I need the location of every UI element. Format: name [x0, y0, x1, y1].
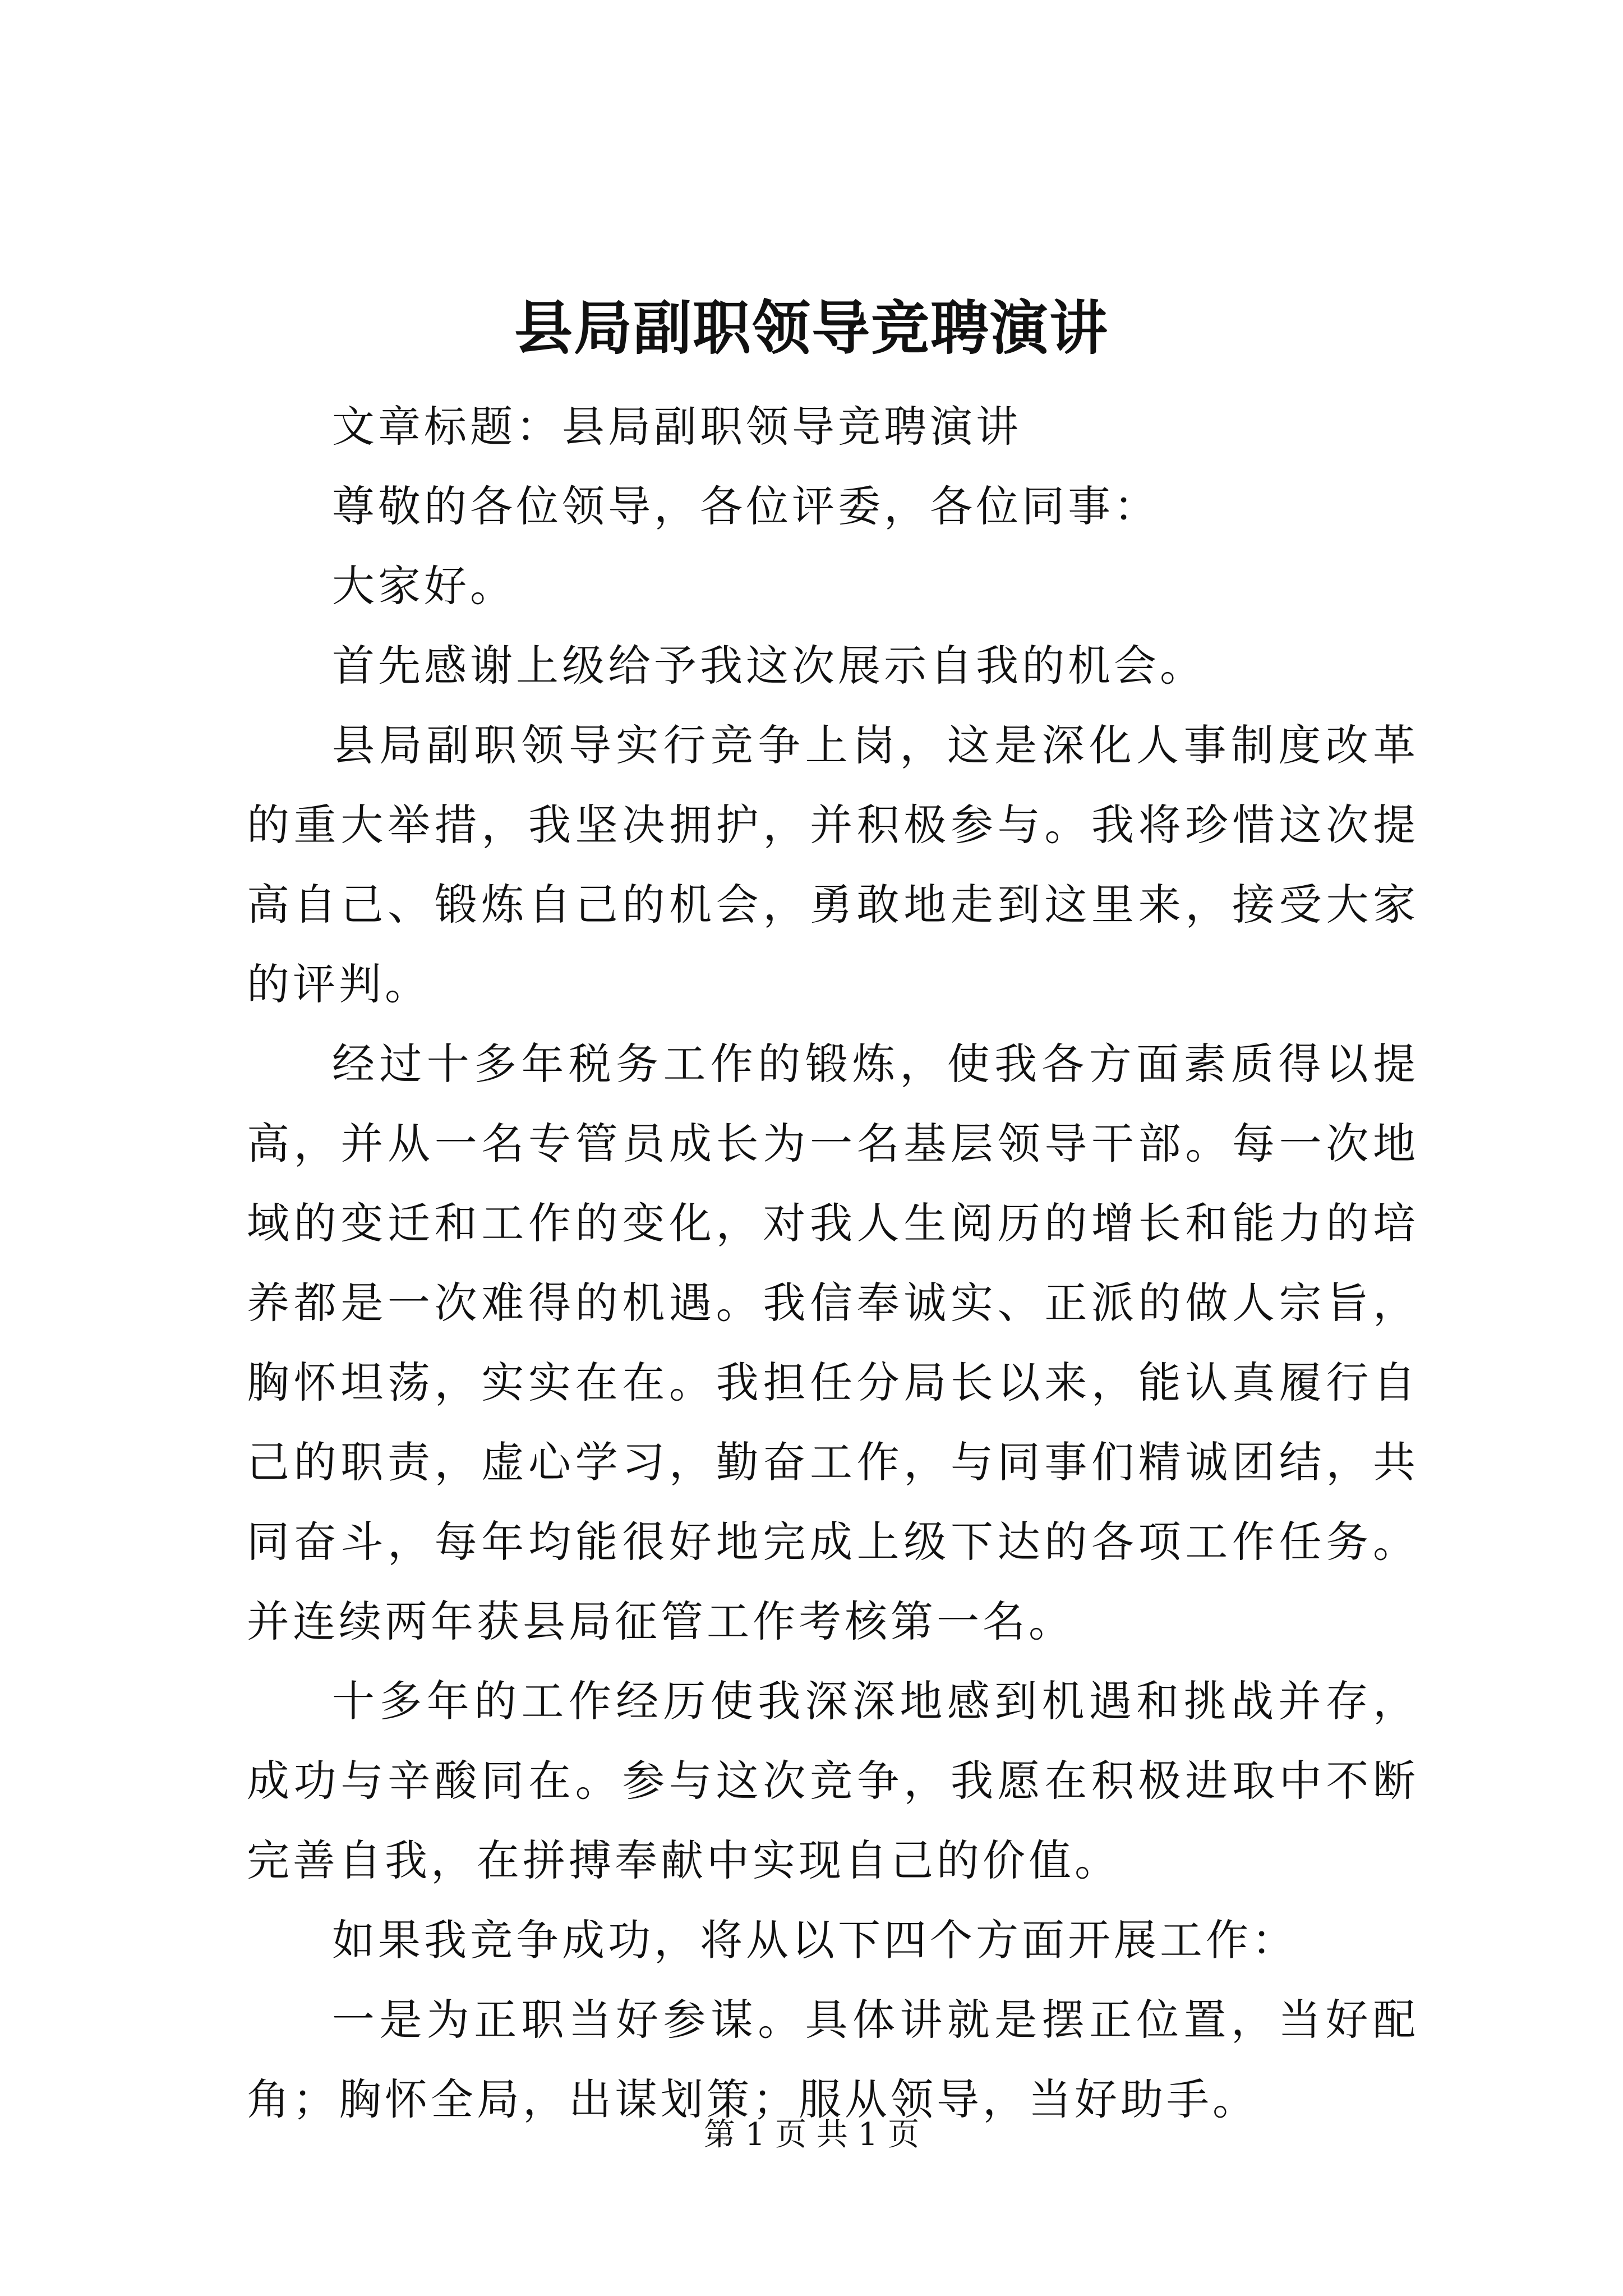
page-footer: 第 1 页 共 1 页 — [703, 2116, 920, 2153]
paragraph-salutation: 尊敬的各位领导，各位评委，各位同事： — [332, 481, 1160, 531]
paragraph-article-title: 文章标题：县局副职领导竞聘演讲 — [332, 402, 1022, 452]
paragraph-challenges: 十多年的工作经历使我深深地感到机遇和挑战并存，成功与辛酸同在。参与这次竞争，我愿在积极进取中不断完善自我，在拼搏奉献中实现自己的价值。 — [247, 1676, 1419, 1885]
paragraph-experience: 经过十多年税务工作的锻炼，使我各方面素质得以提高，并从一名专管员成长为一名基层领导干部。每一次地域的变迁和工作的变化，对我人生阅历的增长和能力的培养都是一次难得的机遇。我信奉诚实、正派的做人宗旨，胸怀坦荡，实实在在。我担任分局长以来，能认真履行自己的职责，虚心学习，勤奋工作，与同事们精诚团结，共同奋斗，每年均能很好地完成上级下达的各项工作任务。并连续两年获县局征管工作考核第一名。 — [247, 1039, 1419, 1646]
document-body — [247, 387, 1419, 2139]
paragraph-greeting: 大家好。 — [332, 561, 516, 611]
paragraph-plan-item-1: 一是为正职当好参谋。具体讲就是摆正位置，当好配角；胸怀全局，出谋划策；服从领导，当好助手。 — [247, 1995, 1419, 2124]
paragraph-reform: 县局副职领导实行竞争上岗，这是深化人事制度改革的重大举措，我坚决拥护，并积极参与。我将珍惜这次提高自己、锻炼自己的机会，勇敢地走到这里来，接受大家的评判。 — [247, 720, 1419, 1009]
document-title: 县局副职领导竞聘演讲 — [514, 293, 1109, 362]
paragraph-thanks: 首先感谢上级给予我这次展示自我的机会。 — [332, 641, 1206, 691]
paragraph-plan-intro: 如果我竞争成功，将从以下四个方面开展工作： — [332, 1915, 1298, 1965]
